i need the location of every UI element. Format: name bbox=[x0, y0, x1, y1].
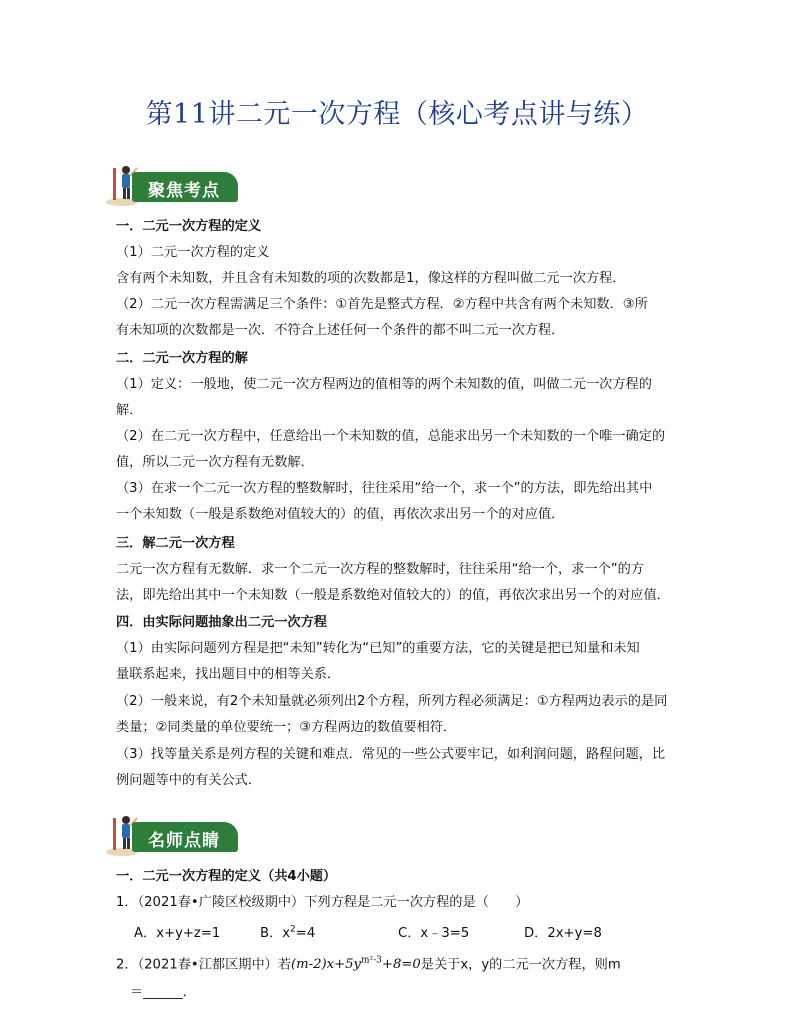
section-heading: 一．二元一次方程的定义 bbox=[116, 219, 262, 234]
section-banner-teacher-tips bbox=[104, 812, 240, 858]
paragraph-line: （2）二元一次方程需满足三个条件：①首先是整式方程．②方程中共含有两个未知数．③所 bbox=[116, 297, 648, 312]
paragraph-line: 一个未知数（一般是系数绝对值较大的）的值，再依次求出另一个的对应值． bbox=[116, 507, 565, 522]
paragraph-line: 类量；②同类量的单位要统一；③方程两边的数值要相符． bbox=[116, 720, 457, 735]
equation-expression: $(m-2)x+5y^{m^2-3}+8=0$ bbox=[291, 956, 421, 973]
paragraph-line: 有未知项的次数都是一次．不符合上述任何一个条件的都不叫二元一次方程． bbox=[116, 323, 565, 338]
page-title: 第11讲二元一次方程（核心考点讲与练） bbox=[145, 99, 649, 130]
paragraph-line: 解． bbox=[116, 403, 143, 418]
banner-tag bbox=[132, 172, 238, 202]
paragraph-line: 量联系起来，找出题目中的相等关系． bbox=[116, 667, 341, 682]
section-heading: 四．由实际问题抽象出二元一次方程 bbox=[116, 615, 327, 630]
paragraph-line: （2）在二元一次方程中，任意给出一个未知数的值，总能求出另一个未知数的一个唯一确定的 bbox=[116, 429, 666, 444]
paragraph-line: 值，所以二元一次方程有无数解． bbox=[116, 455, 314, 470]
paragraph-line: 含有两个未知数，并且含有未知数的项的次数都是1，像这样的方程叫做二元一次方程． bbox=[116, 271, 626, 286]
practice-heading: 一．二元一次方程的定义（共4小题） bbox=[116, 869, 337, 884]
paragraph-line: （1）由实际问题列方程是把“未知”转化为“已知”的重要方法，它的关键是把已知量和未知 bbox=[116, 641, 640, 656]
paragraph-line: （1）定义：一般地，使二元一次方程两边的值相等的两个未知数的值，叫做二元一次方程的 bbox=[116, 377, 652, 392]
question-2: 2．（2021春•江都区期中）若$(m-2)x+5y^{m^2-3}+8=0$是关于x，y的二元一次方程，则m bbox=[116, 956, 621, 973]
banner-label: 聚焦考点 bbox=[148, 181, 220, 201]
question-1: 1．（2021春•广陵区校级期中）下列方程是二元一次方程的是（ ） bbox=[116, 895, 529, 910]
banner-tag bbox=[132, 822, 238, 852]
option-b: B．$x^2=4$ bbox=[260, 924, 316, 941]
answer-blank: ＝______． bbox=[130, 985, 196, 1000]
paragraph-line: 二元一次方程有无数解．求一个二元一次方程的整数解时，往往采用“给一个，求一个”的方 bbox=[116, 562, 644, 577]
option-c: C．x﹣3=5 bbox=[398, 926, 470, 941]
paragraph-line: 法，即先给出其中一个未知数（一般是系数绝对值较大的）的值，再依次求出另一个的对应值． bbox=[116, 588, 670, 603]
banner-label: 名师点睛 bbox=[148, 831, 220, 851]
section-heading: 三．解二元一次方程 bbox=[116, 536, 235, 551]
option-d: D．2x+y=8 bbox=[524, 926, 602, 941]
option-a: A．x+y+z=1 bbox=[134, 926, 221, 941]
paragraph-line: 例问题等中的有关公式． bbox=[116, 773, 262, 788]
section-heading: 二．二元一次方程的解 bbox=[116, 351, 248, 366]
section-banner-focus bbox=[104, 162, 240, 208]
paragraph-line: （1）二元一次方程的定义 bbox=[116, 245, 270, 260]
paragraph-line: （3）在求一个二元一次方程的整数解时，往往采用“给一个，求一个”的方法，即先给出其中 bbox=[116, 481, 653, 496]
paragraph-line: （3）找等量关系是列方程的关键和难点．常见的一些公式要牢记，如利润问题，路程问题，比 bbox=[116, 747, 666, 762]
paragraph-line: （2）一般来说，有2个未知量就必须列出2个方程，所列方程必须满足：①方程两边表示的是同 bbox=[116, 694, 668, 709]
